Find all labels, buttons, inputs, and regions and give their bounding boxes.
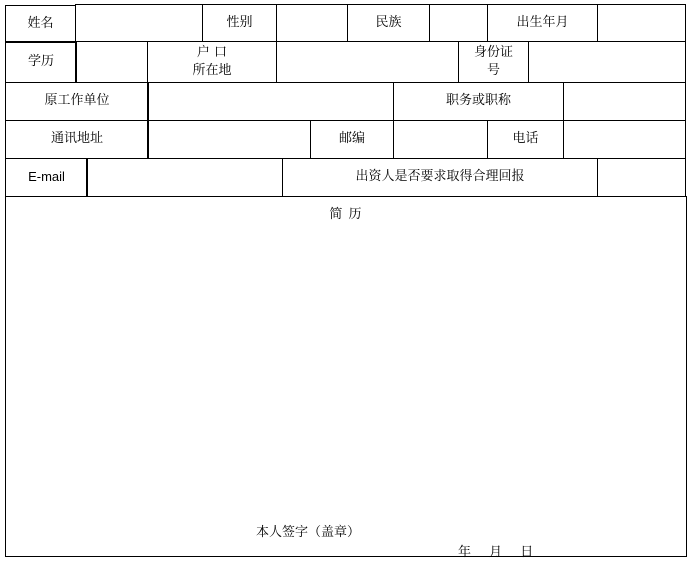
ethnicity-field[interactable] — [429, 4, 488, 42]
name-label: 姓名 — [5, 5, 76, 43]
former-employer-label: 原工作单位 — [5, 82, 149, 121]
postcode-label: 邮编 — [310, 120, 394, 159]
phone-label: 电话 — [487, 120, 564, 159]
resume-section[interactable] — [5, 196, 687, 560]
gender-label: 性别 — [202, 4, 277, 42]
registration-form — [5, 5, 687, 558]
gender-field[interactable] — [276, 4, 348, 42]
postcode-field[interactable] — [393, 120, 488, 159]
address-label: 通讯地址 — [5, 120, 149, 159]
education-label: 学历 — [5, 41, 77, 83]
email-label: E-mail — [5, 158, 88, 197]
birth-date-label: 出生年月 — [487, 4, 598, 42]
address-field[interactable] — [147, 120, 311, 159]
id-number-label-line1: 身份证 — [473, 44, 513, 60]
hukou-label-line2: 所在地 — [192, 63, 232, 78]
hukou-field[interactable] — [276, 41, 459, 83]
position-title-field[interactable] — [563, 82, 686, 121]
date-label: 年 月 日 — [458, 545, 534, 560]
hukou-label — [147, 41, 277, 83]
id-number-label-line2: 号 — [486, 63, 500, 78]
birth-date-field[interactable] — [597, 4, 686, 42]
ethnicity-label: 民族 — [347, 4, 430, 42]
education-field[interactable] — [75, 41, 148, 83]
phone-field[interactable] — [563, 120, 686, 159]
position-title-label: 职务或职称 — [393, 82, 564, 121]
former-employer-field[interactable] — [147, 82, 394, 121]
email-field[interactable] — [86, 158, 283, 197]
return-question-field[interactable] — [597, 158, 686, 197]
return-question-label: 出资人是否要求取得合理回报 — [282, 158, 598, 197]
signature-label: 本人签字（盖章） — [256, 525, 361, 540]
resume-title: 简 历 — [329, 207, 363, 222]
id-number-label — [458, 41, 529, 83]
id-number-field[interactable] — [528, 41, 686, 83]
hukou-label-line1: 户 口 — [196, 44, 228, 60]
name-field[interactable] — [75, 4, 203, 42]
